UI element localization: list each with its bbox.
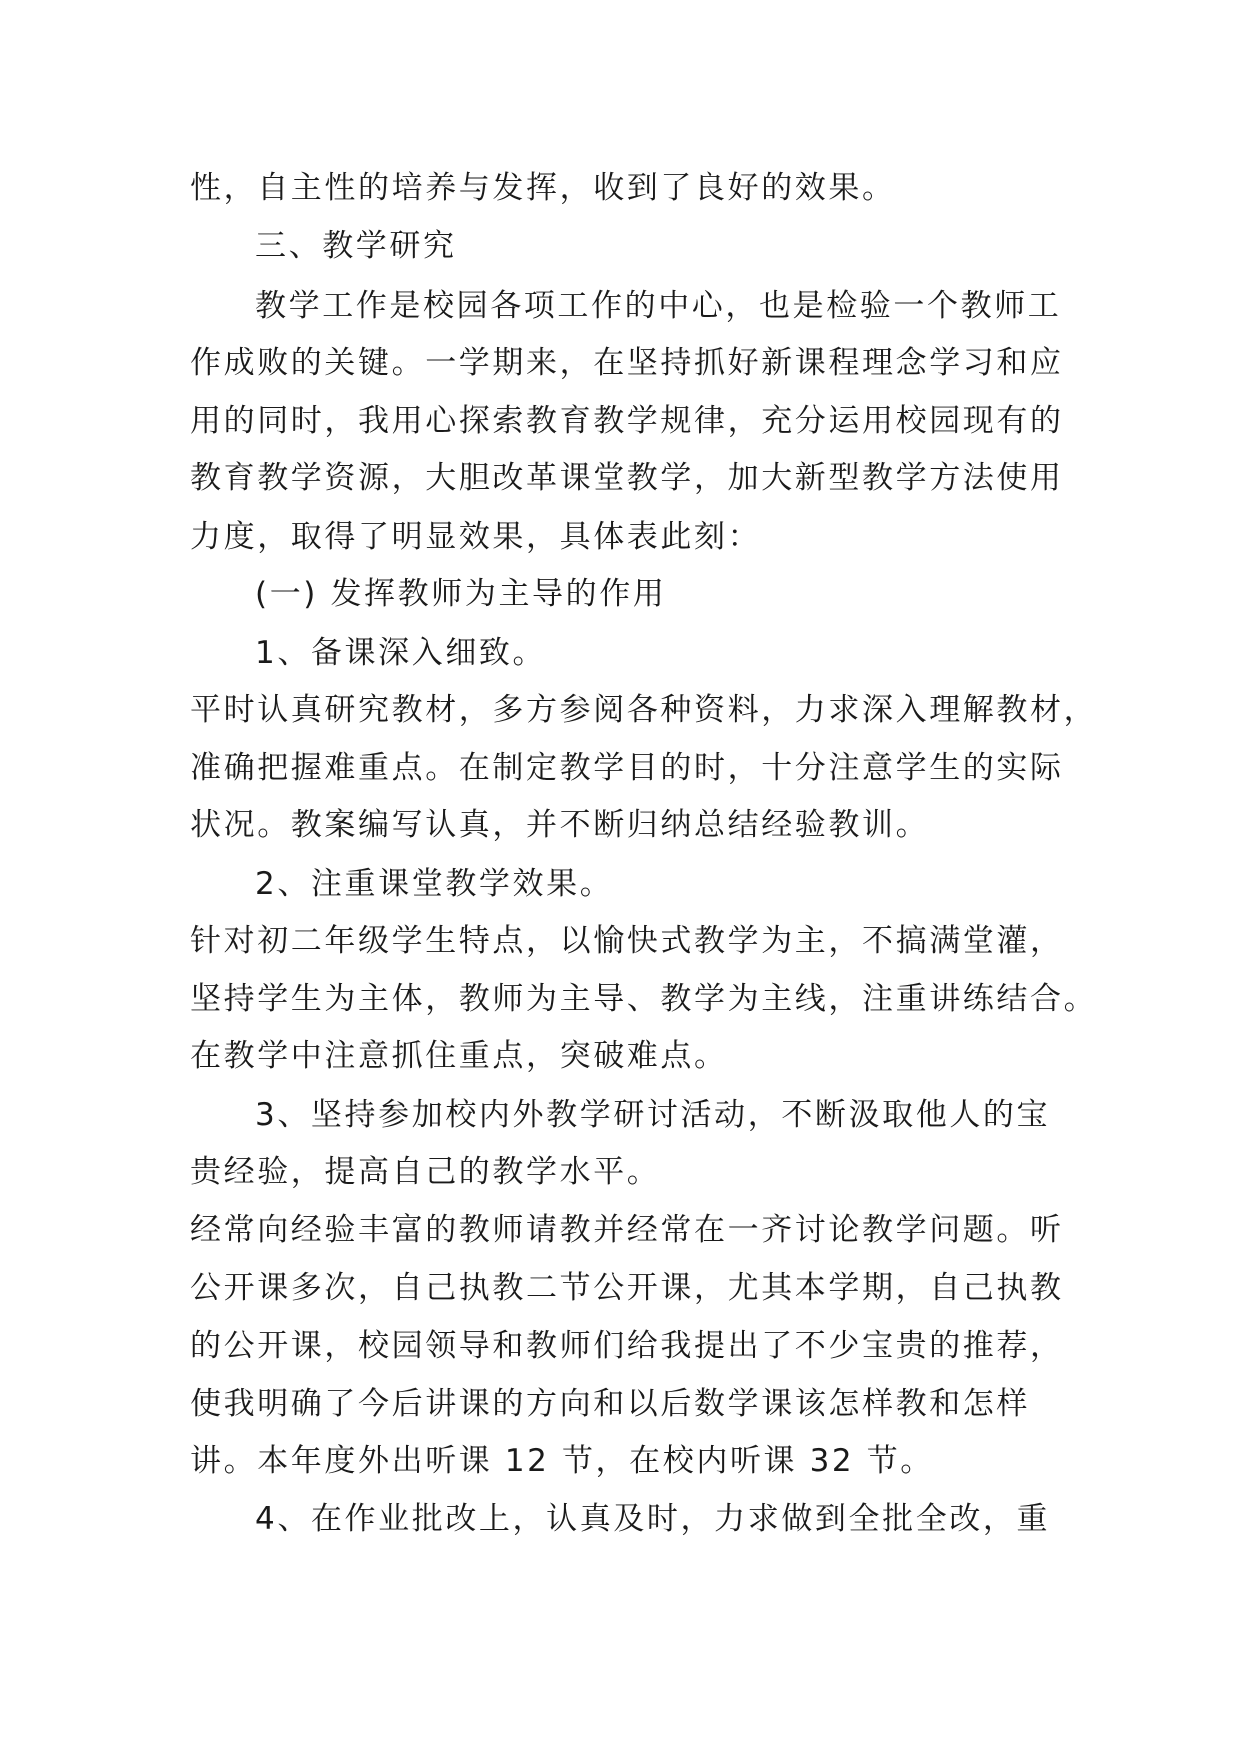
text-line: 使我明确了今后讲课的方向和以后数学课该怎样教和怎样 — [190, 1386, 1030, 1422]
list-item-heading: 2、注重课堂教学效果。 — [255, 866, 614, 902]
list-item-heading: 1、备课深入细致。 — [255, 635, 547, 671]
text-line: 在教学中注意抓住重点，突破难点。 — [190, 1038, 728, 1074]
text-line: 状况。教案编写认真，并不断归纳总结经验教训。 — [190, 807, 930, 843]
text-line: 准确把握难重点。在制定教学目的时，十分注意学生的实际 — [190, 750, 1064, 786]
text-line: 经常向经验丰富的教师请教并经常在一齐讨论教学问题。听 — [190, 1212, 1064, 1248]
list-item-heading: 4、在作业批改上，认真及时，力求做到全批全改，重 — [255, 1501, 1051, 1537]
text-line: 力度，取得了明显效果，具体表此刻： — [190, 519, 762, 555]
subsection-heading: (一) 发挥教师为主导的作用 — [255, 576, 667, 612]
text-line: 的公开课，校园领导和教师们给我提出了不少宝贵的推荐， — [190, 1328, 1064, 1364]
text-line: 坚持学生为主体，教师为主导、教学为主线，注重讲练结合。 — [190, 981, 1098, 1017]
text-line: 教学工作是校园各项工作的中心，也是检验一个教师工 — [255, 288, 1062, 324]
text-line: 教育教学资源，大胆改革课堂教学，加大新型教学方法使用 — [190, 460, 1064, 496]
text-line: 作成败的关键。一学期来，在坚持抓好新课程理念学习和应 — [190, 345, 1064, 381]
section-heading: 三、教学研究 — [255, 228, 457, 264]
text-line: 贵经验，提高自己的教学水平。 — [190, 1154, 661, 1190]
text-line: 针对初二年级学生特点，以愉快式教学为主，不搞满堂灌， — [190, 923, 1064, 959]
text-line: 平时认真研究教材，多方参阅各种资料，力求深入理解教材， — [190, 692, 1098, 728]
text-line: 讲。本年度外出听课 12 节，在校内听课 32 节。 — [190, 1443, 934, 1479]
text-line: 公开课多次，自己执教二节公开课，尤其本学期，自己执教 — [190, 1270, 1064, 1306]
text-line: 性，自主性的培养与发挥，收到了良好的效果。 — [190, 170, 896, 206]
text-line: 用的同时，我用心探索教育教学规律，充分运用校园现有的 — [190, 403, 1064, 439]
list-item-heading: 3、坚持参加校内外教学研讨活动，不断汲取他人的宝 — [255, 1097, 1051, 1133]
